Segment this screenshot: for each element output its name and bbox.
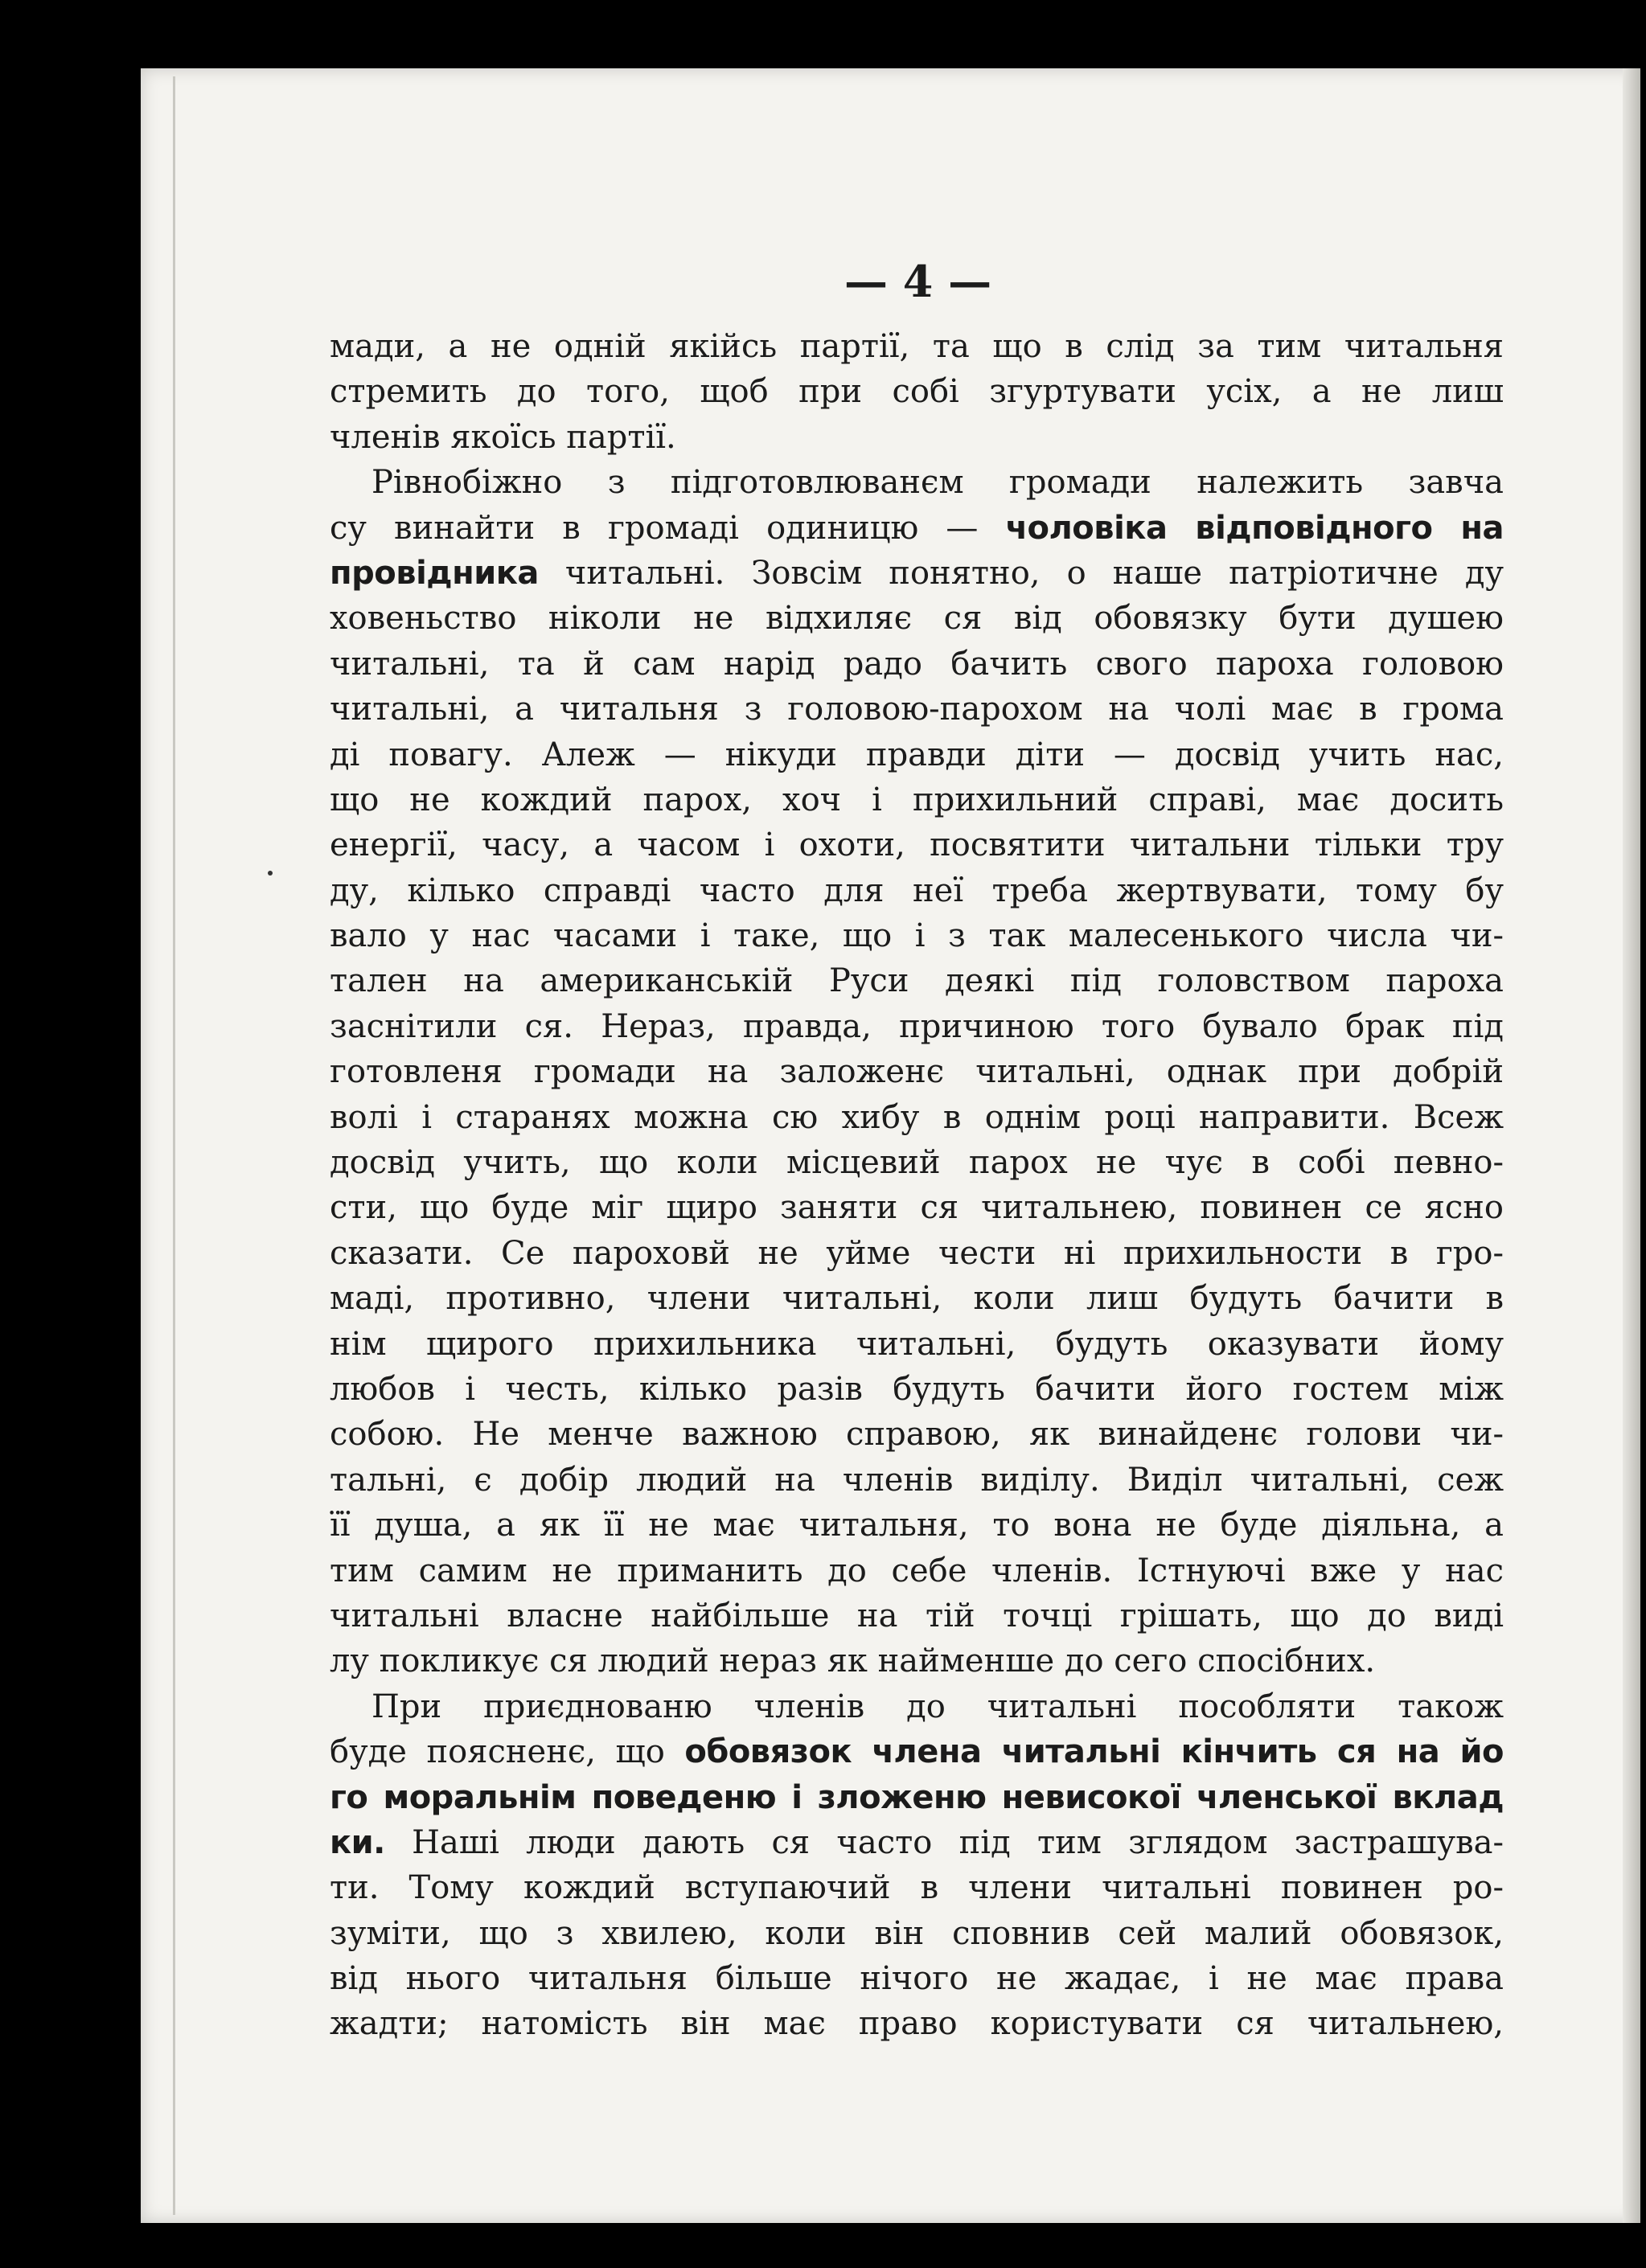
text-span: собою. Не менче важною справою, як винайденє голови чи- — [330, 1416, 1504, 1454]
page-number: — 4 — — [844, 256, 992, 307]
text-line — [330, 1503, 1504, 1548]
text-span: су винайти в громаді одиницю — — [330, 509, 1006, 547]
text-line — [330, 868, 1504, 913]
text-span: досвід учить, що коли місцевий парох не чує в собі певно- — [330, 1144, 1504, 1182]
text-span: маді, противно, члени читальні, коли лиш будуть бачити в — [330, 1280, 1504, 1318]
bold-text-span: го моральнім поведеню і зложеню невисокої членської вклад — [330, 1778, 1504, 1816]
bold-text-span: чоловіка відповідного на — [1005, 509, 1504, 547]
text-span: буде поясненє, що — [330, 1733, 685, 1771]
text-line — [330, 1911, 1504, 1956]
text-line — [330, 506, 1504, 551]
text-span: енергії, часу, а часом і охоти, посвятити читальни тільки тру — [330, 826, 1504, 864]
text-line — [330, 1593, 1504, 1638]
text-span: читальні, та й сам нарід радо бачить свого пароха головою — [330, 645, 1504, 683]
text-span: нім щирого прихильника читальні, будуть оказувати йому — [330, 1325, 1504, 1363]
bold-text-span: ки. — [330, 1823, 385, 1861]
text-span: Наші люди дають ся часто під тим зглядом застрашува- — [384, 1823, 1504, 1861]
text-line — [330, 1684, 1504, 1729]
text-span: любов і честь, кілько разів будуть бачити його гостем між — [330, 1370, 1504, 1408]
text-span: вало у нас часами і таке, що і з так малесенького числа чи- — [330, 917, 1504, 955]
text-line — [330, 1140, 1504, 1185]
text-line — [330, 1231, 1504, 1276]
text-line — [330, 822, 1504, 867]
text-line — [330, 460, 1504, 505]
text-span: тален на американській Руси деякі під головством пароха — [330, 962, 1504, 1000]
text-line — [330, 324, 1504, 369]
text-line — [330, 913, 1504, 958]
text-line — [330, 1367, 1504, 1412]
text-line — [330, 732, 1504, 777]
text-line — [330, 369, 1504, 414]
text-span: читальні власне найбільше на тій точці грішать, що до виді — [330, 1597, 1504, 1634]
text-span: сказати. Се пароховй не уйме чести ні прихильности в гро- — [330, 1234, 1504, 1272]
text-span: Рівнобіжно з підготовлюванєм громади належить завча — [371, 464, 1504, 502]
text-line — [330, 1775, 1504, 1820]
text-line — [330, 596, 1504, 641]
text-span: лу покликує ся людий нераз як найменше до сего спосібних. — [330, 1643, 1376, 1680]
text-span: ти. Тому кождий вступаючий в члени читальні повинен ро- — [330, 1869, 1504, 1907]
text-span: жадти; натомість він має право користувати ся читальнею, — [330, 2005, 1504, 2043]
text-span: сти, що буде міг щиро заняти ся читальнею, повинен се ясно — [330, 1189, 1504, 1227]
text-line — [330, 687, 1504, 732]
text-span: членів якоїсь партії. — [330, 418, 676, 456]
body-text — [330, 324, 1504, 2047]
text-span: тим самим не приманить до себе членів. Істнуючі вже у нас — [330, 1552, 1504, 1589]
text-line — [330, 1956, 1504, 2001]
text-line — [330, 1049, 1504, 1094]
text-line — [330, 1865, 1504, 1910]
text-line — [330, 415, 1504, 460]
text-line — [330, 1638, 1504, 1684]
text-line — [330, 958, 1504, 1003]
text-span: мади, а не одній якійсь партії, та що в слід за тим читальня — [330, 328, 1504, 365]
text-span: ховеньство ніколи не відхиляє ся від обовязку бути душею — [330, 600, 1504, 638]
text-span: її душа, а як її не має читальня, то вона не буде діяльна, а — [330, 1507, 1504, 1544]
text-span: читальні, а читальня з головою-парохом на чолі має в грома — [330, 691, 1504, 728]
text-span: При приєднованю членів до читальні пособляти також — [371, 1688, 1504, 1725]
text-line — [330, 1004, 1504, 1049]
text-line — [330, 1412, 1504, 1457]
text-line — [330, 1095, 1504, 1140]
ink-speck — [268, 871, 273, 876]
text-line — [330, 551, 1504, 596]
page-right-fold — [1623, 68, 1640, 2223]
text-span: готовленя громади на заложенє читальні, однак при добрій — [330, 1053, 1504, 1091]
text-line — [330, 1548, 1504, 1593]
text-line — [330, 1729, 1504, 1774]
text-line — [330, 642, 1504, 687]
text-span: тальні, є добір людий на членів виділу. Виділ читальні, сеж — [330, 1461, 1504, 1499]
text-line — [330, 1276, 1504, 1321]
text-span: від нього читальня більше нічого не жадає, і не має права — [330, 1960, 1504, 1998]
text-line — [330, 1185, 1504, 1230]
text-line — [330, 1458, 1504, 1503]
text-span: стремить до того, щоб при собі згуртувати усіх, а не лиш — [330, 373, 1504, 411]
bold-text-span: провідника — [330, 554, 539, 592]
text-span: що не кождий парох, хоч і прихильний справі, має досить — [330, 781, 1504, 818]
bold-text-span: обовязок члена читальні кінчить ся на йо — [684, 1733, 1504, 1771]
text-span: ду, кілько справді часто для неї треба жертвувати, тому бу — [330, 872, 1504, 909]
text-span: читальні. Зовсім понятно, о наше патріотичне ду — [538, 554, 1504, 592]
text-line — [330, 2001, 1504, 2046]
text-line — [330, 1820, 1504, 1865]
text-span: ді повагу. Алеж — нікуди правди діти — досвід учить нас, — [330, 736, 1504, 773]
text-span: заснітили ся. Нераз, правда, причиною того бувало брак під — [330, 1007, 1504, 1045]
text-span: волі і старанях можна сю хибу в однім році направити. Всеж — [330, 1098, 1504, 1136]
text-line — [330, 1322, 1504, 1367]
text-line — [330, 777, 1504, 822]
page-edge-line — [173, 76, 175, 2215]
text-span: зуміти, що з хвилею, коли він сповнив сей малий обовязок, — [330, 1914, 1504, 1952]
